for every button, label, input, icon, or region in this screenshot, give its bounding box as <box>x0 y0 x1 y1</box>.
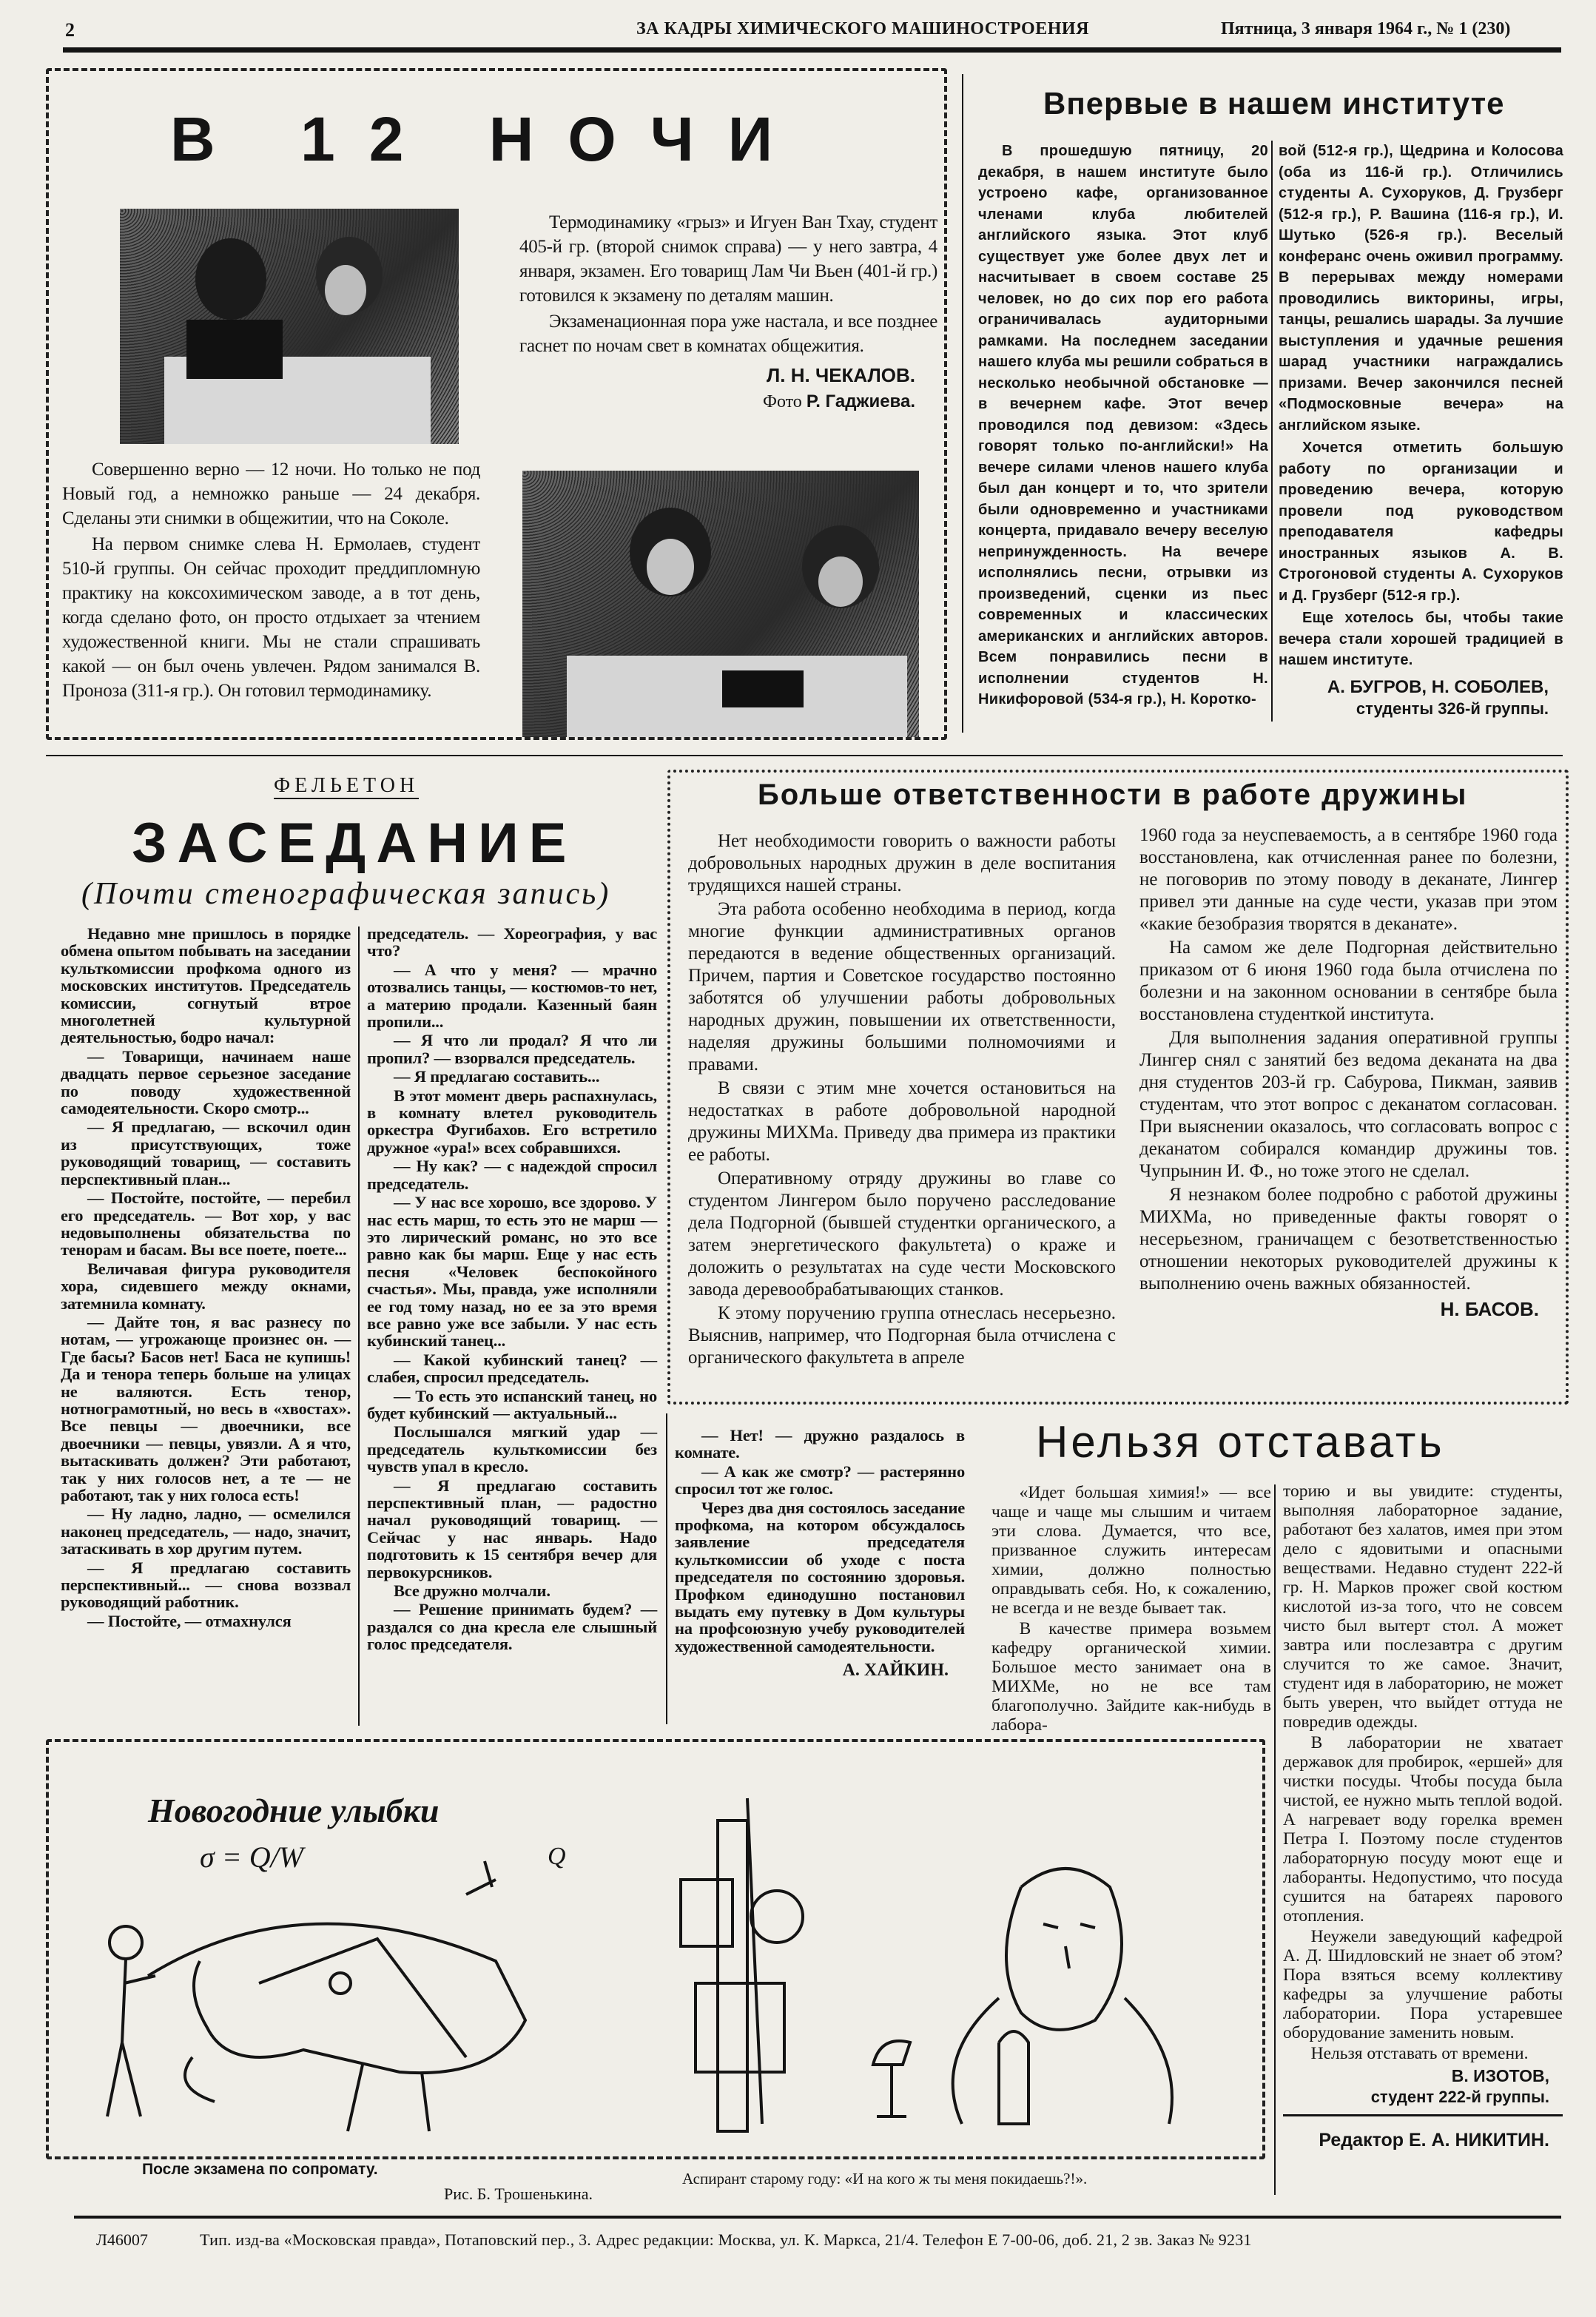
paragraph: Совершенно верно — 12 ночи. Но только не под Новый год, а немножко раньше — 24 декабря. Сделаны эти снимки в общежитии, что на Соколе. <box>62 460 480 528</box>
druzhina-col2-block <box>1139 824 1558 1321</box>
paragraph: «Идет большая химия!» — все чаще и чаще мы слышим и читаем эти слова. Думается, что все, призванное служить интересам химии, должно полностью оправдывать себя. Но, к сожалению, не всегда и не везде бывает так. <box>991 1483 1271 1618</box>
feuilleton-col1 <box>61 925 351 1630</box>
paragraph: председатель. — Хореография, у вас что? <box>367 924 657 961</box>
photo-credit-name: Р. Гаджиева. <box>806 391 915 411</box>
paragraph: Все дружно молчали. <box>394 1581 550 1601</box>
paragraph: — А что у меня? — мрачно отозвались танцы, — костюмов-то нет, а материю продали. Казенный баян пропили... <box>367 960 657 1032</box>
paragraph: — Какой кубинский танец? — слабея, спросил председатель. <box>367 1350 657 1387</box>
footer-rule <box>74 2216 1561 2219</box>
header-rule <box>63 47 1561 53</box>
cartoon-old-year-drawing <box>651 1776 1243 2146</box>
paragraph: — У нас все хорошо, все здорово. У нас есть марш, то есть это не марш — это лирический романс, но это все равно как бы марш. Еще у нас есть песня «Человек беспокойного счастья». Мы, правда, уже исполняли ее год тому назад, но ее за это время все равно уже все забыли. У нас есть кубинский танец... <box>367 1193 657 1351</box>
lag-col1 <box>991 1483 1271 1735</box>
paragraph: Недавно мне пришлось в порядке обмена опытом побывать на заседании культкомиссии профкома одного из московских институтов. Председатель комиссии, согнутый втрое многолетней культурной деятельностью, бодро начал: <box>61 924 351 1047</box>
paragraph: — Ну как? — с надеждой спросил председатель. <box>367 1157 657 1193</box>
footer-code: Л46007 <box>96 2230 148 2249</box>
lag-title: Нельзя отставать <box>1036 1417 1445 1467</box>
photo-credit <box>519 391 915 412</box>
paragraph: — Я предлагаю составить перспективный план, — радостно начал руководящий товарищ. — Сейчас у нас январь. Надо подготовить к 15 сентября вечер для первокурсников. <box>367 1476 657 1581</box>
section-divider <box>46 755 1563 756</box>
cartoon-title: Новогодние улыбки <box>148 1792 440 1829</box>
druzhina-author: Н. БАСОВ. <box>1440 1298 1539 1320</box>
paragraph: В прошедшую пятницу, 20 декабря, в нашем институте было устроено кафе, организованное членами клуба любителей английского языка. Этот клуб существует уже более двух лет и насчитывает в своем составе 25 человек, но до сих пор его работа ограничивалась аудиторными рамками. На последнем заседании нашего клуба мы решили собраться в несколько необычной обстановке — в вечернем кафе. Этот вечер проводился под девизом: «Здесь говорят только по-английски!» На вечере силами членов нашего клуба был дан концерт и то, что зрители были одновременно и участниками концерта, придавало вечеру веселую непринужденность. На вечере исполнялись песни, отрывки из произведений, сценки из пьес современных и классических американских и английских авторов. Всем понравились песни в исполнении студентов Н. Никифоровой (534-я гр.), Н. Коротко- <box>978 143 1268 707</box>
paragraph: Еще хотелось бы, чтобы такие вечера стали хорошей традицией в нашем институте. <box>1279 610 1563 668</box>
page-number: 2 <box>65 19 75 41</box>
cartoon-caption-left: После экзамена по сопромату. <box>142 2161 378 2178</box>
paragraph: — Товарищи, начинаем наше двадцать первое серьезное заседание по поводу художественной самодеятельности. Скоро смотр... <box>61 1046 351 1118</box>
paragraph: На первом снимке слева Н. Ермолаев, студент 510-й группы. Он сейчас проходит преддипломную практику на коксохимическом заводе, а в тот день, когда сделано фото, он просто отдыхает за чтением художественной книги. Мы не стали спрашивать какой — он был очень увлечен. Рядом занимался В. Проноза (311-я гр.). Он готовил термодинамику. <box>62 534 480 701</box>
paragraph: — А как же смотр? — растерянно спросил тот же голос. <box>675 1462 965 1499</box>
first-article-group: студенты 326-й группы. <box>1356 699 1549 718</box>
paragraph: — Постойте, — отмахнулся <box>87 1611 292 1630</box>
paragraph: 1960 года за неуспеваемость, а в сентябре 1960 года восстановлена, как отчисленная ранее по болезни, не поговорив по этому поводу в деканате, Лингер привел эти данные на суде чести, указав при этом «какие безобразия творятся в деканате». <box>1139 825 1558 934</box>
feuilleton-col3 <box>675 1427 965 1655</box>
paragraph: — Нет! — дружно раздалось в комнате. <box>675 1426 965 1462</box>
paragraph: — Я предлагаю, — вскочил один из присутствующих, тоже руководящий товарищ, — составить перспективный план... <box>61 1117 351 1188</box>
footer-imprint: Тип. изд-ва «Московская правда», Потаповский пер., 3. Адрес редакции: Москва, ул. К. Маркса, 21/4. Телефон Е 7-00-06, доб. 21, 2 зв. Заказ № 9231 <box>200 2230 1252 2249</box>
paragraph: В качестве примера возьмем кафедру органической химии. Большое место занимает она в МИХМе, но не все там благополучно. Зайдите как-нибудь в лабора- <box>991 1619 1271 1735</box>
editor: Редактор Е. А. НИКИТИН. <box>1319 2130 1549 2150</box>
paragraph: торию и вы увидите: студенты, выполняя лабораторное задание, работают без халатов, имея при этом дело с ядовитыми и опасными веществами. Недавно студент 222-й гр. Н. Марков прожег свой костюм кислотой из-за того, что не совсем чисто был вытерт стол. А может завтра или послезавтра с другим случится то же самое. Значит, студент идя в лабораторию, не может быть уверен, что выйдет оттуда не повредив одежды. <box>1283 1482 1563 1732</box>
lag-col2-block <box>1283 1482 1563 2151</box>
feuilleton-col3-block <box>675 1427 965 1681</box>
issue-date: Пятница, 3 января 1964 г., № 1 (230) <box>1221 19 1511 38</box>
feuilleton-rubric: ФЕЛЬЕТОН <box>274 774 419 799</box>
first-article-col2-block <box>1279 141 1563 719</box>
paragraph: Нет необходимости говорить о важности работы добровольных народных дружин в деле воспитания трудящихся нашей страны. <box>688 831 1116 895</box>
paragraph: — Решение принимать будем? — раздался со дна кресла еле слышный голос председателя. <box>367 1600 657 1654</box>
photo-credit-prefix: Фото <box>762 392 802 411</box>
cartoon-bull-drawing <box>81 1835 614 2146</box>
night-caption-block <box>519 210 937 412</box>
top-column-divider <box>962 74 963 733</box>
paragraph: — Я предлагаю составить перспективный... — снова воззвал руководящий работник. <box>61 1558 351 1612</box>
first-article-col2 <box>1279 141 1563 671</box>
paragraph: — Дайте тон, я вас разнесу по нотам, — угрожающе произнес он. — Где басы? Басов нет! Баса не купишь! Да и тенора теперь больше на улицах не валяются. Есть тенор, нотнограмотный, но весь в «хвостах». Все певцы — двоечники, все двоечники — певцы, увязли. А я что, вытаскивать должен? Эти работают, так у них голосов нет, а те — не работают, так у них голоса есть! <box>61 1312 351 1504</box>
paragraph: — Ну ладно, ладно, — осмелился наконец председатель, — надо, значит, затаскивать в хор другим путем. <box>61 1504 351 1558</box>
photo-students-reading <box>120 209 459 444</box>
druzhina-title: Больше ответственности в работе дружины <box>758 779 1468 811</box>
paragraph: В связи с этим мне хочется остановиться на недостатках в работе добровольной народной дружины МИХМа. Приведу два примера из практики ее работы. <box>688 1078 1116 1165</box>
paragraph: В этот момент дверь распахнулась, в комнату влетел руководитель оркестра Фугибахов. Его встретило дружное «ура!» всех собравшихся. <box>367 1086 657 1157</box>
first-article-col1 <box>978 141 1268 710</box>
photo-figures <box>120 209 459 444</box>
paragraph: — Я что ли продал? Я что ли пропил? — взорвался председатель. <box>367 1031 657 1067</box>
first-column-divider <box>1271 141 1273 722</box>
feuilleton-subtitle: (Почти стенографическая запись) <box>81 877 611 911</box>
feuilleton-title: ЗАСЕДАНИЕ <box>132 812 577 875</box>
paragraph: В лаборатории не хватает державок для пробирок, «ершей» для чистки посуды. Чтобы посуда была чистой, ее нужно мыть теплой водой. А нагревает воду горелка времен Петра I. Поэтому после студентов лабораторную посуду моют еще и лаборанты. Недопустимо, что посуда сушится на батареях парового отопления. <box>1283 1733 1563 1926</box>
feuilleton-col2 <box>367 925 657 1653</box>
lag-col2 <box>1283 1482 1563 2063</box>
paragraph: — Я предлагаю составить... <box>394 1067 600 1086</box>
cartoon-force-label: Q <box>548 1843 566 1870</box>
photo-students-studying <box>522 471 919 737</box>
cartoon-caption-right: Аспирант старому году: «И на кого ж ты меня покидаешь?!». <box>682 2170 1088 2187</box>
paragraph: Величавая фигура руководителя хора, сидевшего между окнами, затемнила комнату. <box>61 1259 351 1313</box>
paragraph: Я незнаком более подробно с работой дружины МИХМа, но приведенные факты говорят о несерьезном, граничащем с безответственностью отношении некоторых руководителей дружины к выполнению очень важных обязанностей. <box>1139 1185 1558 1294</box>
paragraph: — Постойте, постойте, — перебил его председатель. — Вот хор, у вас недовыполнены обязательства по тенорам и басам. Вы все поете, поете... <box>61 1188 351 1260</box>
paragraph: Для выполнения задания оперативной группы Лингер снял с занятий без ведома деканата на два дня студентов 203-й гр. Сабурова, Пикман, заявив студентам, что этот вопрос с деканатом согласован. При выяснении оказалось, что согласовать вопрос с деканатом собирался командир дружины тов. Чупрынин И. Ф., но тоже этого не сделал. <box>1139 1028 1558 1181</box>
newspaper-title: ЗА КАДРЫ ХИМИЧЕСКОГО МАШИНОСТРОЕНИЯ <box>636 19 1089 38</box>
editor-rule <box>1283 2114 1563 2116</box>
paragraph: — То есть это испанский танец, но будет кубинский — актуальный... <box>367 1386 657 1422</box>
first-article-authors: А. БУГРОВ, Н. СОБОЛЕВ, <box>1327 676 1549 697</box>
night-author: Л. Н. ЧЕКАЛОВ. <box>767 364 915 386</box>
feuilleton-author: А. ХАЙКИН. <box>842 1661 949 1681</box>
first-article-title: Впервые в нашем институте <box>1043 86 1505 121</box>
cartoon-credit: Рис. Б. Трошенькина. <box>444 2185 593 2203</box>
night-caption <box>519 210 937 358</box>
paragraph: На самом же деле Подгорная действительно приказом от 6 июня 1960 года была отчислена по болезни и на законном основании в сентябре была восстановлена студенткой института. <box>1139 938 1558 1024</box>
paragraph: Эта работа особенно необходима в период, когда многие функции административных органов передаются в ведение общественных организаций. Причем, партия и Советское государство постоянно заботятся об улучшении работы добровольных народных дружин, повышении их ответственности, наделяя дружины большими полномочиями и правами. <box>688 899 1116 1075</box>
lag-divider <box>1274 1484 1276 2195</box>
paragraph: вой (512-я гр.), Щедрина и Колосова (оба из 116-й гр.). Отличились студенты А. Сухоруков, Д. Грузберг (512-я гр.), Р. Вашина (116-я гр.), И. Шутько (526-я гр.). Веселый конферанс очень оживил программу. В перерывах между номерами проводились викторины, игры, танцы, решались шарады. За лучшие выступления и удачные решения шарад участники награждались призами. Вечер закончился песней «Подмосковные вечера» на английском языке. <box>1279 143 1563 434</box>
feuilleton-divider-2 <box>666 1413 667 1724</box>
druzhina-col1 <box>688 830 1116 1369</box>
paragraph: К этому поручению группа отнеслась несерьезно. Выяснив, например, что Подгорная была отчислена с органического факультета в апреле <box>688 1303 1116 1368</box>
paragraph: Неужели заведующий кафедрой А. Д. Шидловский не знает об этом? Пора взяться всему коллективу кафедры за улучшение работы лаборатории. Пора устаревшее оборудование заменить новым. <box>1283 1927 1563 2042</box>
paragraph: Экзаменационная пора уже настала, и все позднее гаснет по ночам свет в комнатах общежития. <box>519 312 937 356</box>
night-body <box>62 457 480 703</box>
druzhina-col2 <box>1139 824 1558 1295</box>
cartoon-formula: σ = Q/W <box>200 1840 304 1874</box>
paragraph: Хочется отметить большую работу по организации и проведению вечера, которую провели под руководством преподавателя кафедры иностранных языков А. В. Строгоновой студенты А. Сухоруков и Д. Грузберг (512-я гр.). <box>1279 440 1563 604</box>
paragraph: Послышался мягкий удар — председатель культкомиссии без чувств упал в кресло. <box>367 1422 657 1476</box>
lag-author: В. ИЗОТОВ, <box>1451 2066 1549 2085</box>
paragraph: Через два дня состоялось заседание профкома, на котором обсуждалось заявление председателя культкомиссии об уходе с поста председателя по состоянию здоровья. Профком единодушно постановил выдать ему путевку в Дом культуры на профсоюзную учебу руководителей художественной самодеятельности. <box>675 1498 965 1655</box>
paragraph: Нельзя отставать от времени. <box>1310 2044 1529 2063</box>
photo-figures <box>522 471 919 737</box>
paragraph: Термодинамику «грыз» и Игуен Ван Тхау, студент 405-й гр. (второй снимок справа) — у него завтра, 4 января, экзамен. Его товарищ Лам Чи Вьен (401-й гр.) готовился к экзамену по деталям машин. <box>519 212 937 306</box>
lag-author-group: студент 222-й группы. <box>1370 2088 1549 2106</box>
paragraph: Оперативному отряду дружины во главе со студентом Лингером было поручено расследование дела Подгорной (бывшей студентки органического, а затем энергетического факультета) о краже и доложить о результатах на суде чести Московского завода деревообрабатывающих станков. <box>688 1168 1116 1299</box>
night-title: В 12 НОЧИ <box>170 104 807 174</box>
feuilleton-divider <box>358 927 360 1726</box>
